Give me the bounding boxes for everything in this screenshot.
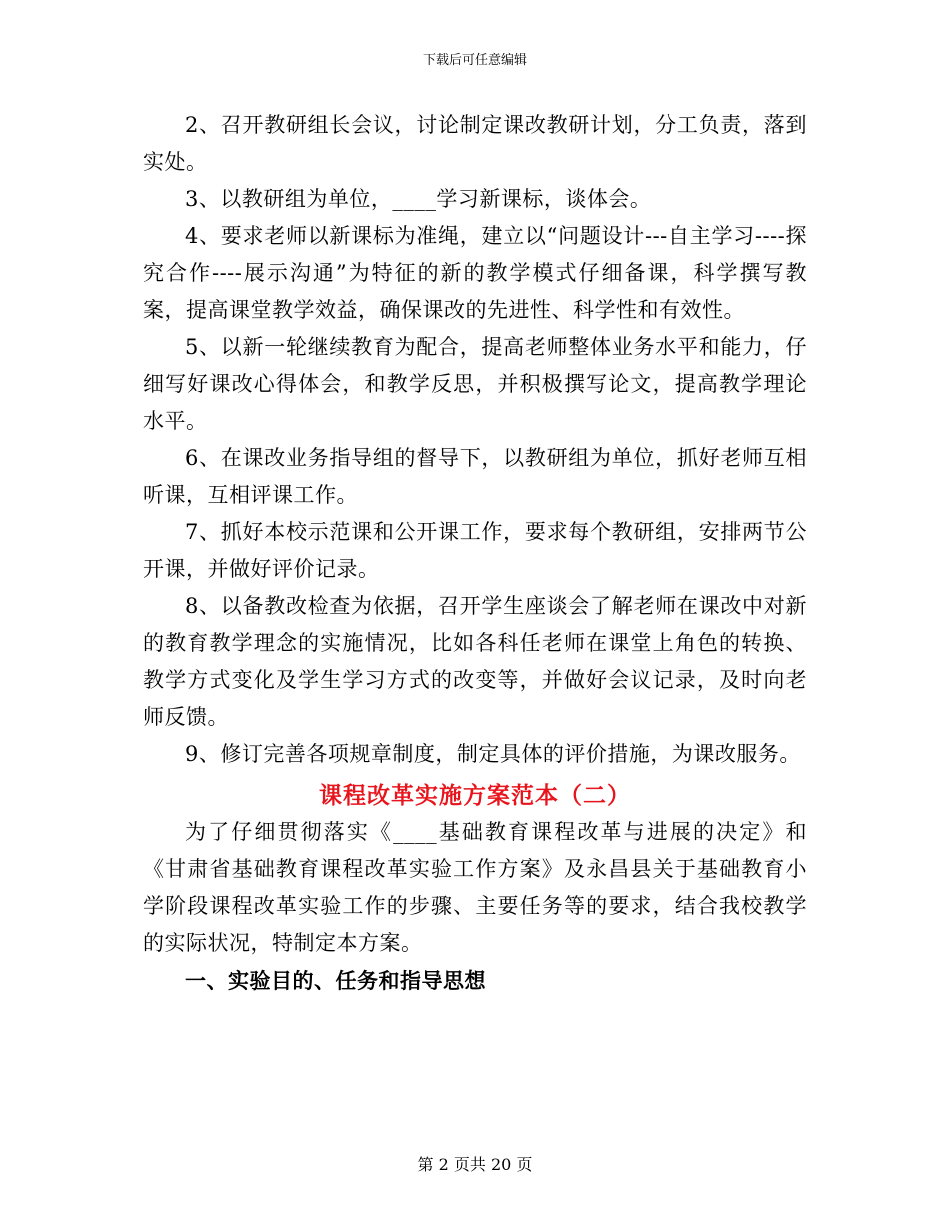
paragraph-item-6: 6、在课改业务指导组的督导下，以教研组为单位，抓好老师互相听课，互相评课工作。 xyxy=(143,446,807,507)
paragraph-item-2: 2、召开教研组长会议，讨论制定课改教研计划，分工负责，落到实处。 xyxy=(143,113,807,174)
page-number: 第 2 页共 20 页 xyxy=(417,1155,533,1174)
page-header: 下载后可任意编辑 xyxy=(422,53,527,68)
paragraph-item-3: 3、以教研组为单位，____学习新课标，谈体会。 xyxy=(185,187,652,211)
paragraph-item-7: 7、抓好本校示范课和公开课工作，要求每个教研组，安排两节公开课，并做好评价记录。 xyxy=(143,520,807,581)
paragraph-item-9: 9、修订完善各项规章制度，制定具体的评价措施，为课改服务。 xyxy=(185,742,801,766)
section-heading: 一、实验目的、任务和指导思想 xyxy=(185,968,486,993)
paragraph-item-4: 4、要求老师以新课标为准绳，建立以“问题设计---自主学习----探究合作----展示沟通”为特征的新的教学模式仔细备课，科学撰写教案，提高课堂教学效益，确保课改的先进性、科学性和有效性。 xyxy=(143,224,807,322)
section-intro: 为了仔细贯彻落实《____基础教育课程改革与进展的决定》和《甘肃省基础教育课程改革实验工作方案》及永昌县关于基础教育小学阶段课程改革实验工作的步骤、主要任务等的要求，结合我校教学的实际状况，特制定本方案。 xyxy=(143,820,807,955)
paragraph-item-8: 8、以备教改检查为依据，召开学生座谈会了解老师在课改中对新的教育教学理念的实施情况，比如各科任老师在课堂上角色的转换、教学方式变化及学生学习方式的改变等，并做好会议记录，及时向老师反馈。 xyxy=(143,594,807,729)
paragraph-item-5: 5、以新一轮继续教育为配合，提高老师整体业务水平和能力，仔细写好课改心得体会，和教学反思，并积极撰写论文，提高教学理论水平。 xyxy=(143,335,807,433)
document-body xyxy=(143,107,807,999)
section-title: 课程改革实施方案范本（二） xyxy=(319,782,631,809)
